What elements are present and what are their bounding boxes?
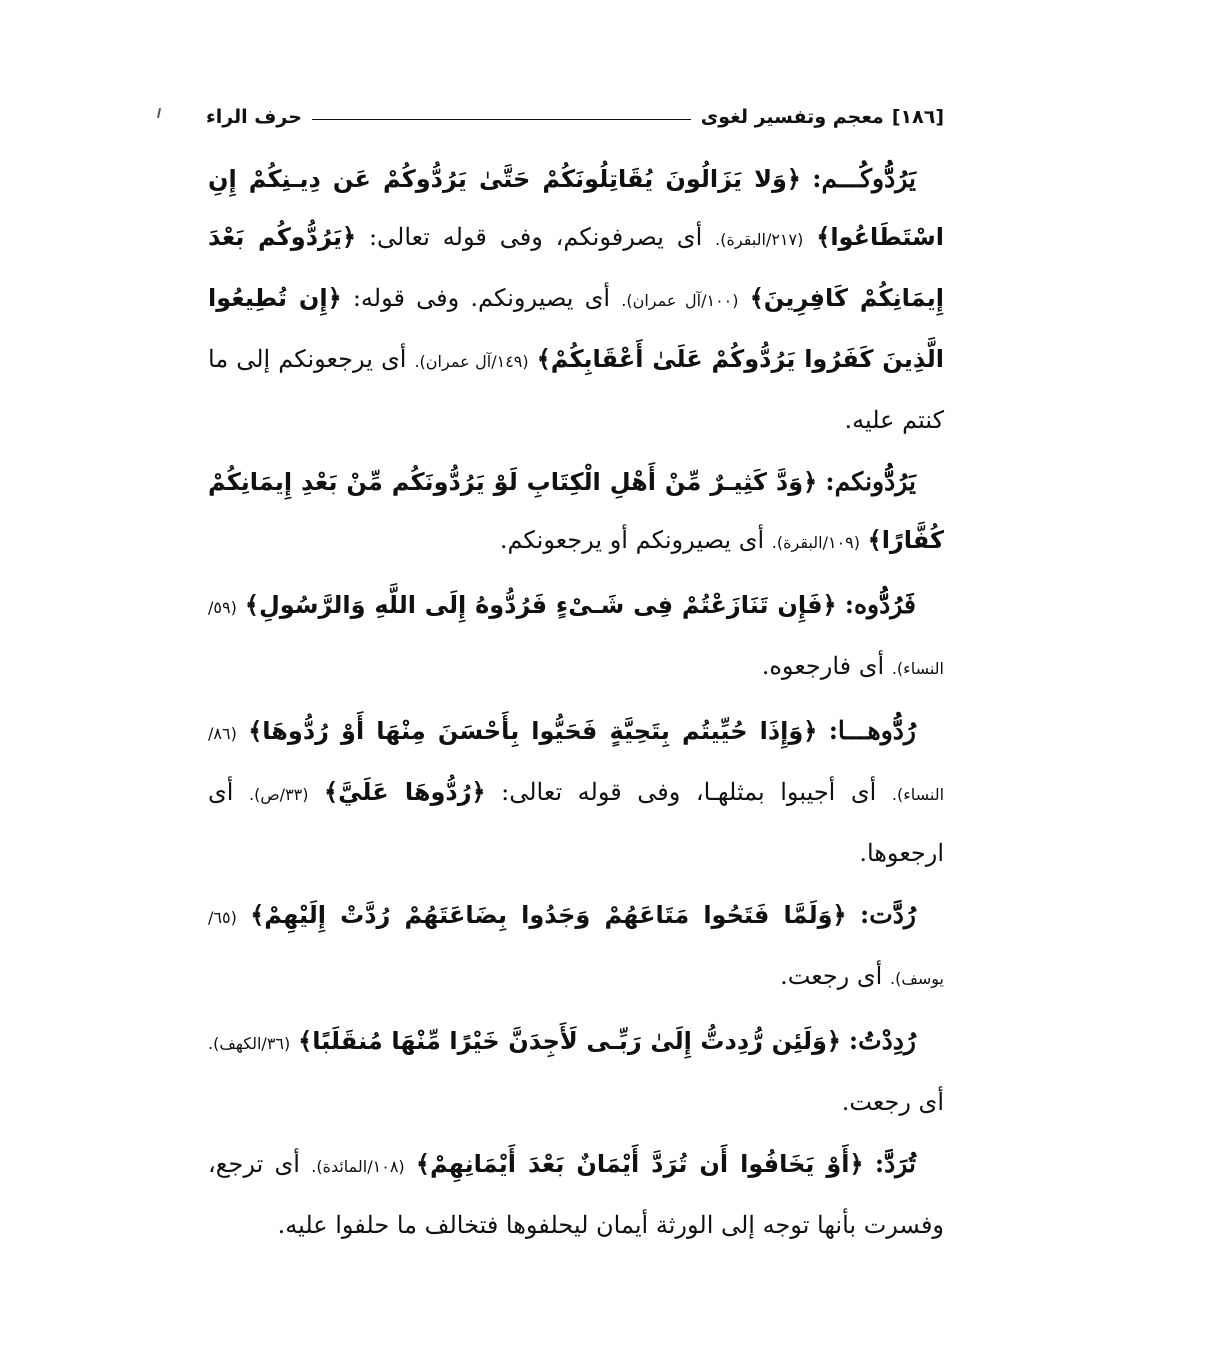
- entry-gloss: أى يرجعونكم إلى ما كنتم عليه.: [208, 345, 944, 434]
- verse-reference: (٣٦/الكهف).: [208, 1034, 291, 1053]
- verse-reference: (١٠٠/آل عمران).: [621, 291, 739, 310]
- verse-reference: (١٠٩/البقرة).: [771, 533, 860, 552]
- page-body: [208, 150, 944, 1254]
- entry-headword: رُدِدْتُ:: [848, 1026, 916, 1055]
- entry-gloss: أى ارجعوها.: [208, 778, 944, 867]
- entry-turadda: [208, 1135, 944, 1254]
- verse-reference: (٢١٧/البقرة).: [715, 230, 804, 249]
- header-rule: [312, 119, 691, 120]
- verse-reference: (٥٩/النساء).: [208, 598, 944, 678]
- entry-gloss: أى يصيرونكم. وفى قوله:: [352, 284, 611, 312]
- verse-reference: (٣٣/ص).: [249, 785, 309, 804]
- entry-yaruddunakum: [208, 453, 944, 572]
- verse-reference: (٨٦/النساء).: [208, 724, 945, 804]
- quran-quote: ﴿رُدُّوهَا عَلَيَّ﴾: [324, 778, 486, 806]
- entry-gloss: أى أجيبوا بمثلهـا، وفى قوله تعالى:: [501, 778, 877, 806]
- scan-mark: [157, 108, 161, 118]
- entry-faruddu: [208, 576, 944, 698]
- quran-quote: ﴿وَدَّ كَثِيـرٌ مِّنْ أَهْلِ الْكِتَابِ لَوْ يَرُدُّونَكُم مِّنْ بَعْدِ إِيمَانِكُمْ كُفَّارًا﴾: [208, 468, 944, 554]
- entry-gloss: أى رجعت.: [841, 1088, 944, 1116]
- entry-yaruddukum: [208, 150, 944, 449]
- quran-quote: ﴿وَإِذَا حُيِّيتُم بِتَحِيَّةٍ فَحَيُّوا بِأَحْسَنَ مِنْهَا أَوْ رُدُّوهَا﴾: [248, 717, 818, 745]
- quran-quote: ﴿وَلا يَزَالُونَ يُقَاتِلُونَكُمْ حَتَّىٰ يَرُدُّوكُمْ عَن دِيـنِكُمْ إِنِ اسْتَطَاعُوا﴾: [208, 165, 944, 251]
- quran-quote: ﴿إِن تُطِيعُوا الَّذِينَ كَفَرُوا يَرُدُّوكُمْ عَلَىٰ أَعْقَابِكُمْ﴾: [208, 284, 944, 373]
- section-title: حرف الراء: [206, 106, 302, 128]
- entry-headword: يَرُدُّوكُـــم:: [812, 164, 916, 193]
- entry-gloss: أى يصيرونكم أو يرجعونكم.: [499, 526, 765, 554]
- entry-headword: فَرُدُّوه:: [844, 590, 916, 619]
- entry-headword: رُدُّوهـــا:: [828, 716, 916, 745]
- entry-rudduha: [208, 702, 944, 882]
- verse-reference: (٦٥/يوسف).: [208, 908, 944, 988]
- entry-ruddat: [208, 886, 944, 1008]
- quran-quote: ﴿فَإِن تَنَازَعْتُمْ فِى شَـىْءٍ فَرُدُّوهُ إِلَى اللَّهِ وَالرَّسُولِ﴾: [244, 591, 837, 619]
- verse-reference: (١٤٩/آل عمران).: [414, 352, 529, 371]
- quran-quote: ﴿وَلَمَّا فَتَحُوا مَتَاعَهُمْ وَجَدُوا بِضَاعَتَهُمْ رُدَّتْ إِلَيْهِمْ﴾: [250, 901, 847, 929]
- entry-headword: يَرُدُّونكم:: [825, 467, 916, 496]
- entry-gloss: أى فارجعوه.: [761, 652, 885, 680]
- quran-quote: ﴿أَوْ يَخَافُوا أَن تُرَدَّ أَيْمَانٌ بَعْدَ أَيْمَانِهِمْ﴾: [415, 1150, 864, 1178]
- quran-quote: ﴿وَلَئِن رُّدِدتُّ إِلَىٰ رَبِّـى لَأَجِدَنَّ خَيْرًا مِّنْهَا مُنقَلَبًا﴾: [298, 1027, 841, 1055]
- entry-gloss: أى رجعت.: [780, 962, 883, 990]
- running-header: [206, 100, 944, 134]
- entry-headword: تُرَدَّ:: [874, 1149, 916, 1178]
- entry-gloss: أى ترجع، وفسرت بأنها توجه إلى الورثة أيمان ليحلفوها فتخالف ما حلفوا عليه.: [208, 1150, 944, 1239]
- book-title: معجم وتفسير لغوى: [700, 106, 884, 128]
- page-number: [١٨٦]: [891, 106, 944, 128]
- verse-reference: (١٠٨/المائدة).: [311, 1157, 405, 1176]
- entry-rudidtu: [208, 1012, 944, 1131]
- entry-gloss: أى يصرفونكم، وفى قوله تعالى:: [368, 223, 703, 251]
- entry-headword: رُدَّت:: [860, 900, 917, 929]
- quran-quote: ﴿يَرُدُّوكُم بَعْدَ إِيمَانِكُمْ كَافِرِينَ﴾: [208, 223, 944, 312]
